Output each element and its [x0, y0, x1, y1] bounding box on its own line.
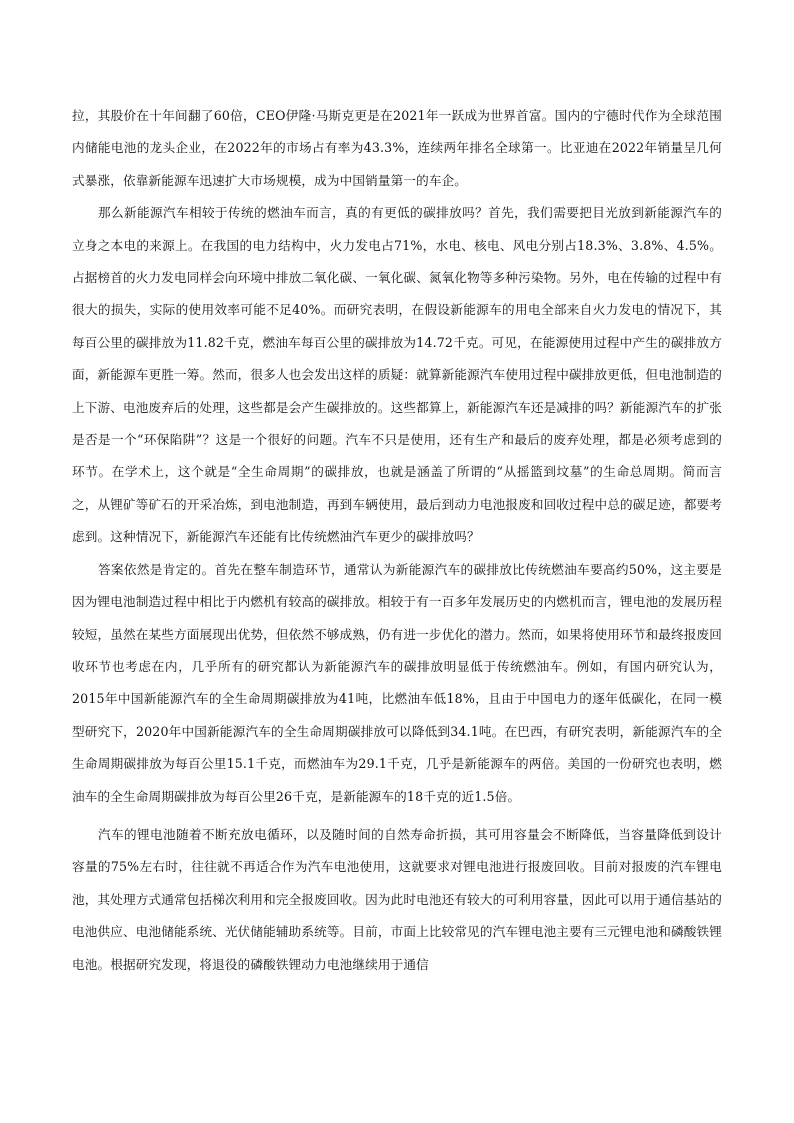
- paragraph-lifecycle-answer: 答案依然是肯定的。首先在整车制造环节，通常认为新能源汽车的碳排放比传统燃油车要高约50%，这主要是因为锂电池制造过程中相比于内燃机有较高的碳排放。相较于有一百多年发展历史的内燃机而言，锂电池的发展历程较短，虽然在某些方面展现出优势，但依然不够成熟，仍有进一步优化的潜力。然而，如果将使用环节和最终报废回收环节也考虑在内，几乎所有的研究都认为新能源汽车的碳排放明显低于传统燃油车。例如，有国内研究认为，2015年中国新能源汽车的全生命周期碳排放为41吨，比燃油车低18%，且由于中国电力的逐年低碳化，在同一模型研究下，2020年中国新能源汽车的全生命周期碳排放可以降低到34.1吨。在巴西，有研究表明，新能源汽车的全生命周期碳排放为每百公里15.1千克，而燃油车为29.1千克，几乎是新能源车的两倍。美国的一份研究也表明，燃油车的全生命周期碳排放为每百公里26千克，是新能源车的18千克的近1.5倍。: [72, 561, 722, 804]
- paragraph-tesla-catl-byd: 拉，其股价在十年间翻了60倍，CEO伊隆·马斯克更是在2021年一跃成为世界首富。国内的宁德时代作为全球范围内储能电池的龙头企业，在2022年的市场占有率为43.3%，连续两年排名全球第一。比亚迪在2022年销量呈几何式暴涨，依靠新能源车迅速扩大市场规模，成为中国销量第一的车企。: [72, 108, 722, 188]
- paragraph-battery-recycling: 汽车的锂电池随着不断充放电循环，以及随时间的自然寿命折损，其可用容量会不断降低，当容量降低到设计容量的75%左右时，往往就不再适合作为汽车电池使用，这就要求对锂电池进行报废回收。目前对报废的汽车锂电池，其处理方式通常包括梯次利用和完全报废回收。因为此时电池还有较大的可利用容量，因此可以用于通信基站的电池供应、电池储能系统、光伏储能辅助系统等。目前，市面上比较常见的汽车锂电池主要有三元锂电池和磷酸铁锂电池。根据研究发现，将退役的磷酸铁锂动力电池继续用于通信: [72, 826, 722, 972]
- paragraph-ev-carbon-question: 那么新能源汽车相较于传统的燃油车而言，真的有更低的碳排放吗？首先，我们需要把目光放到新能源汽车的立身之本电的来源上。在我国的电力结构中，火力发电占71%，水电、核电、风电分别占18.3%、3.8%、4.5%。占据榜首的火力发电同样会向环境中排放二氧化碳、一氧化碳、氮氧化物等多种污染物。另外，电在传输的过程中有很大的损失，实际的使用效率可能不足40%。而研究表明，在假设新能源车的用电全部来自火力发电的情况下，其每百公里的碳排放为11.82千克，燃油车每百公里的碳排放为14.72千克。可见，在能源使用过程中产生的碳排放方面，新能源车更胜一筹。然而，很多人也会发出这样的质疑：就算新能源汽车使用过程中碳排放更低，但电池制造的上下游、电池废弃后的处理，这些都是会产生碳排放的。这些都算上，新能源汽车还是减排的吗？新能源汽车的扩张是否是一个“环保陷阱”？这是一个很好的问题。汽车不只是使用，还有生产和最后的废弃处理，都是必须考虑到的环节。在学术上，这个就是“全生命周期”的碳排放，也就是涵盖了所谓的“从摇篮到坟墓”的生命总周期。简而言之，从锂矿等矿石的开采冶炼，到电池制造，再到车辆使用，最后到动力电池报废和回收过程中总的碳足迹，都要考虑到。这种情况下，新能源汽车还能有比传统燃油汽车更少的碳排放吗？: [72, 205, 722, 545]
- document-page: [72, 100, 722, 981]
